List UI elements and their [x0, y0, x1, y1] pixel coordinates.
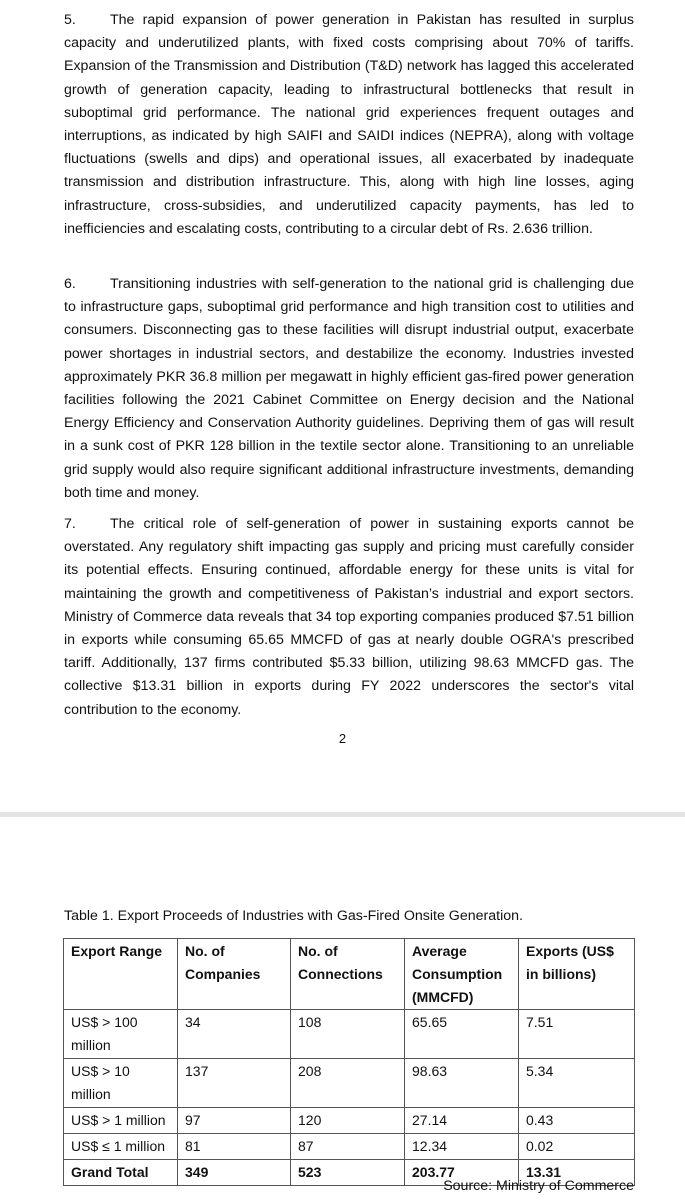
- table-cell: 34: [178, 1010, 291, 1059]
- paragraph-number: 5.: [64, 12, 76, 28]
- table-cell: 5.34: [519, 1059, 635, 1108]
- table-cell: US$ > 100 million: [64, 1010, 178, 1059]
- table-cell: 137: [178, 1059, 291, 1108]
- header-average-consumption: Average Consumption (MMCFD): [405, 939, 519, 1010]
- table-row: [64, 1108, 635, 1134]
- table-cell: 27.14: [405, 1108, 519, 1134]
- table-row: [64, 1059, 635, 1108]
- table-cell: 13.31: [519, 1160, 635, 1186]
- paragraph-text: The critical role of self-generation of power in sustaining exports cannot be overstated. Any regulatory shift impacting gas supply and pricing must carefully consider its potential effects. Ensuring continued, affordable energy for these units is vital for maintaining the growth and competitiveness of Pakistan’s industrial and export sectors. Ministry of Commerce data reveals that 34 top exporting companies produced $7.51 billion in exports while consuming 65.65 MMCFD of gas at nearly double OGRA's prescribed tariff. Additionally, 137 firms contributed $5.33 billion, utilizing 98.63 MMCFD gas. The collective $13.31 billion in exports during FY 2022 underscores the sector's vital contribution to the economy.: [64, 516, 634, 718]
- paragraph-number: 6.: [64, 276, 76, 292]
- table-cell: US$ > 1 million: [64, 1108, 178, 1134]
- page-number: 2: [338, 731, 347, 746]
- paragraph-5: [64, 9, 634, 241]
- table-cell: 7.51: [519, 1010, 635, 1059]
- table-caption: Table 1. Export Proceeds of Industries with Gas-Fired Onsite Generation.: [64, 908, 523, 924]
- table-cell: US$ > 10 million: [64, 1059, 178, 1108]
- table-cell: 12.34: [405, 1134, 519, 1160]
- table-cell: 65.65: [405, 1010, 519, 1059]
- table-source-note: Source: Ministry of Commerce: [443, 1178, 634, 1194]
- paragraph-number: 7.: [64, 516, 76, 532]
- table-cell: 120: [291, 1108, 405, 1134]
- paragraph-6: [64, 273, 634, 505]
- table-cell: 108: [291, 1010, 405, 1059]
- table-cell: 203.77: [405, 1160, 519, 1186]
- table-cell: 98.63: [405, 1059, 519, 1108]
- table-cell: US$ ≤ 1 million: [64, 1134, 178, 1160]
- header-no-of-connections: No. of Connections: [291, 939, 405, 1010]
- table-header-row: [64, 939, 635, 1010]
- table-cell: 349: [178, 1160, 291, 1186]
- table-row: [64, 1134, 635, 1160]
- table-cell: 0.02: [519, 1134, 635, 1160]
- paragraph-text: The rapid expansion of power generation in Pakistan has resulted in surplus capacity and underutilized plants, with fixed costs comprising about 70% of tariffs. Expansion of the Transmission and Distribution (T&D) network has lagged this accelerated growth of generation capacity, leading to infrastructural bottlenecks that result in suboptimal grid performance. The national grid experiences frequent outages and interruptions, as indicated by high SAIFI and SAIDI indices (NEPRA), along with voltage fluctuations (swells and dips) and operational issues, all exacerbated by inadequate transmission and distribution infrastructure. This, along with high line losses, aging infrastructure, cross-subsidies, and underutilized capacity payments, has led to inefficiencies and escalating costs, contributing to a circular debt of Rs. 2.636 trillion.: [64, 12, 634, 237]
- paragraph-7: [64, 513, 634, 722]
- paragraph-text: Transitioning industries with self-generation to the national grid is challenging due to infrastructure gaps, suboptimal grid performance and high transition cost to utilities and consumers. Disconnecting gas to these facilities will disrupt industrial output, exacerbate power shortages in industrial sectors, and destabilize the economy. Industries invested approximately PKR 36.8 million per megawatt in highly efficient gas-fired power generation facilities following the 2021 Cabinet Committee on Energy decision and the National Energy Efficiency and Conservation Authority guidelines. Depriving them of gas will result in a sunk cost of PKR 128 billion in the textile sector alone. Transitioning to an unreliable grid supply would also require significant additional infrastructure investments, demanding both time and money.: [64, 276, 634, 501]
- table-cell: 87: [291, 1134, 405, 1160]
- table-cell: Grand Total: [64, 1160, 178, 1186]
- table-cell: 523: [291, 1160, 405, 1186]
- export-proceeds-table: [63, 938, 635, 1186]
- header-exports: Exports (US$ in billions): [519, 939, 635, 1010]
- header-export-range: Export Range: [64, 939, 178, 1010]
- header-no-of-companies: No. of Companies: [178, 939, 291, 1010]
- table-cell: 208: [291, 1059, 405, 1108]
- table-row: [64, 1010, 635, 1059]
- table-cell: 81: [178, 1134, 291, 1160]
- table-cell: 0.43: [519, 1108, 635, 1134]
- table-cell: 97: [178, 1108, 291, 1134]
